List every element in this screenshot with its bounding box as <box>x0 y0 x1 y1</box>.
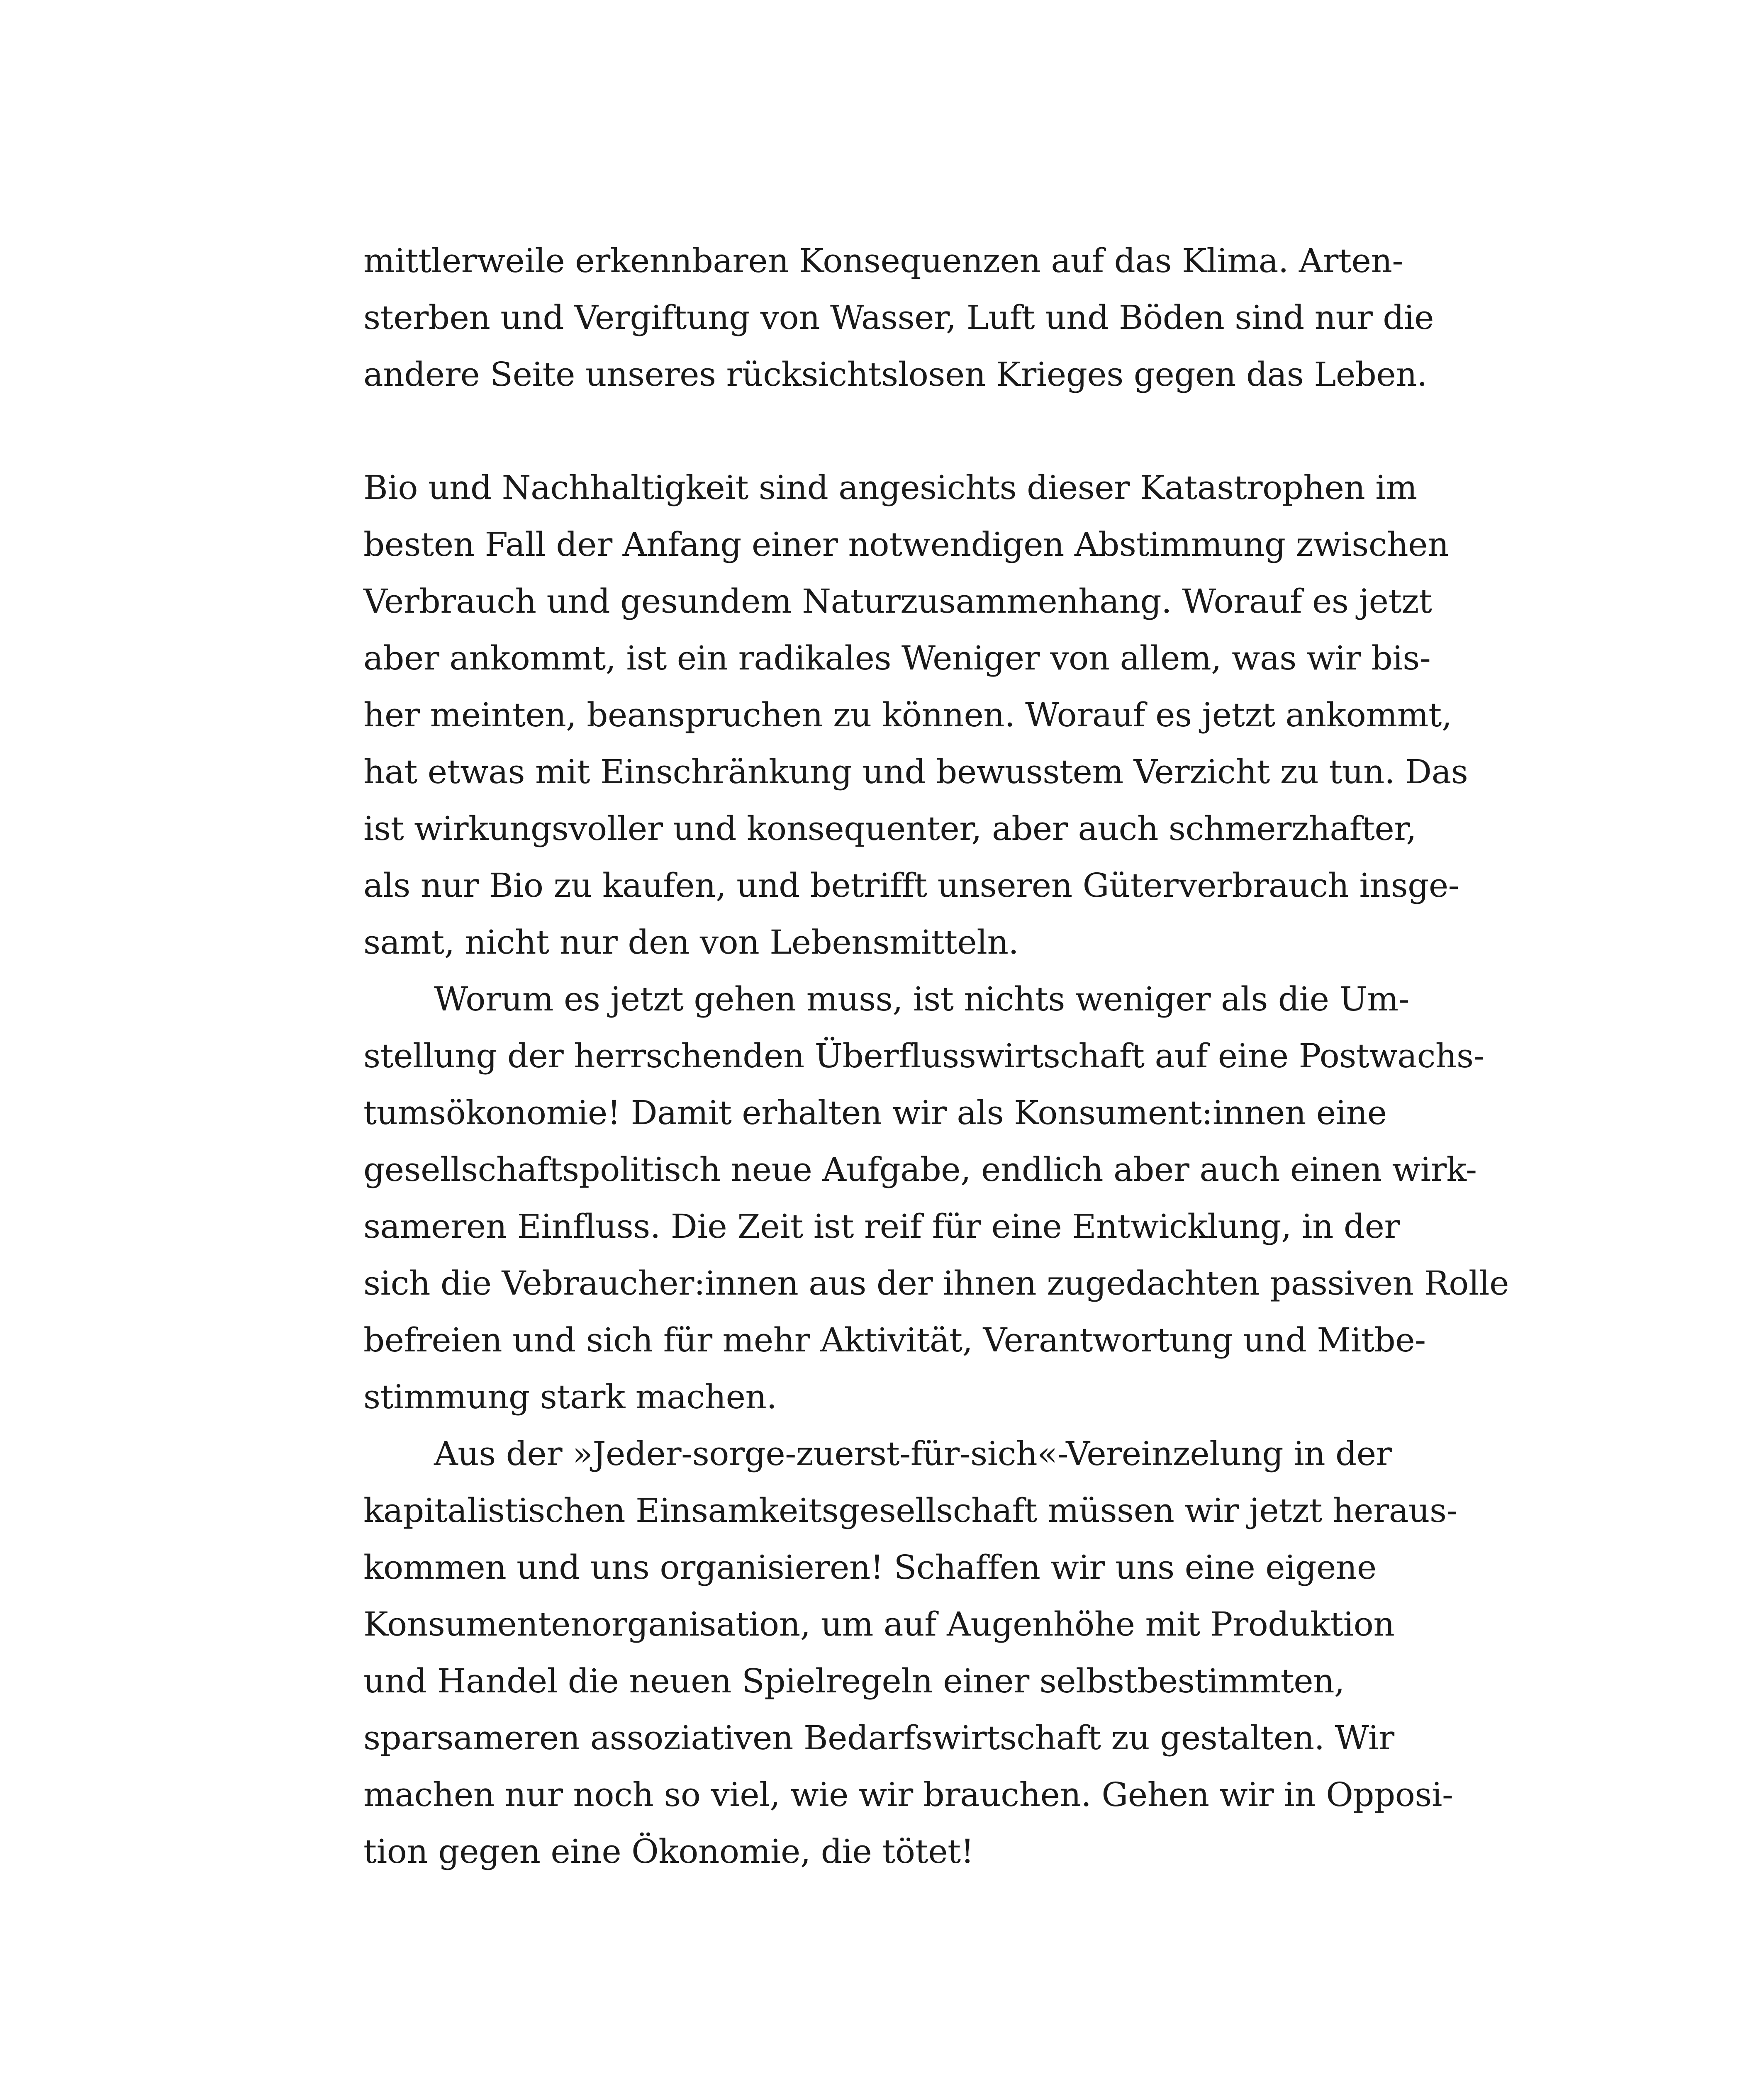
text-line: sparsameren assoziativen Bedarfswirtschaft zu gestalten. Wir <box>363 1719 1394 1757</box>
text-line: kapitalistischen Einsamkeitsgesellschaft müssen wir jetzt heraus- <box>363 1491 1458 1530</box>
text-line: Verbrauch und gesundem Naturzusammenhang. Worauf es jetzt <box>363 582 1432 621</box>
text-line: sich die Vebraucher:innen aus der ihnen zugedachten passiven Rolle <box>363 1264 1509 1302</box>
text-line: besten Fall der Anfang einer notwendigen Abstimmung zwischen <box>363 525 1449 564</box>
text-line: stellung der herrschenden Überflusswirtschaft auf eine Postwachs- <box>363 1037 1485 1075</box>
text-line: aber ankommt, ist ein radikales Weniger von allem, was wir bis- <box>363 639 1431 677</box>
paragraph-worum <box>363 971 1509 1425</box>
text-line: als nur Bio zu kaufen, und betrifft unseren Güterverbrauch insge- <box>363 866 1459 905</box>
text-line: Bio und Nachhaltigkeit sind angesichts dieser Katastrophen im <box>363 468 1417 507</box>
text-line: kommen und uns organisieren! Schaffen wir uns eine eigene <box>363 1548 1377 1587</box>
text-line: andere Seite unseres rücksichtslosen Krieges gegen das Leben. <box>363 355 1428 394</box>
text-line: befreien und sich für mehr Aktivität, Verantwortung und Mitbe- <box>363 1321 1426 1359</box>
text-line: gesellschaftspolitisch neue Aufgabe, endlich aber auch einen wirk- <box>363 1150 1477 1189</box>
text-line: Aus der »Jeder-sorge-zuerst-für-sich«-Vereinzelung in der <box>434 1434 1392 1473</box>
text-line: tion gegen eine Ökonomie, die tötet! <box>363 1832 974 1871</box>
text-line: Konsumentenorganisation, um auf Augenhöhe mit Produktion <box>363 1605 1395 1643</box>
body-text <box>363 459 1509 1880</box>
text-line: machen nur noch so viel, wie wir brauchen. Gehen wir in Opposi- <box>363 1775 1453 1814</box>
text-line: sameren Einfluss. Die Zeit ist reif für eine Entwicklung, in der <box>363 1207 1400 1246</box>
paragraph-aus-der <box>363 1425 1484 1880</box>
text-line: Worum es jetzt gehen muss, ist nichts weniger als die Um- <box>434 980 1410 1018</box>
text-line: sterben und Vergiftung von Wasser, Luft und Böden sind nur die <box>363 298 1434 337</box>
text-line: mittlerweile erkennbaren Konsequenzen auf das Klima. Arten- <box>363 241 1403 280</box>
text-line: stimmung stark machen. <box>363 1378 777 1416</box>
paragraph-intro <box>363 232 1484 403</box>
paragraph-bio <box>363 459 1484 971</box>
text-line: her meinten, beanspruchen zu können. Worauf es jetzt ankommt, <box>363 696 1452 734</box>
text-line: samt, nicht nur den von Lebensmitteln. <box>363 923 1019 962</box>
text-line: und Handel die neuen Spielregeln einer selbstbestimmten, <box>363 1662 1345 1700</box>
text-line: hat etwas mit Einschränkung und bewusstem Verzicht zu tun. Das <box>363 752 1468 791</box>
text-line: tumsökonomie! Damit erhalten wir als Konsument:innen eine <box>363 1093 1387 1132</box>
text-line: ist wirkungsvoller und konsequenter, aber auch schmerzhafter, <box>363 809 1417 848</box>
